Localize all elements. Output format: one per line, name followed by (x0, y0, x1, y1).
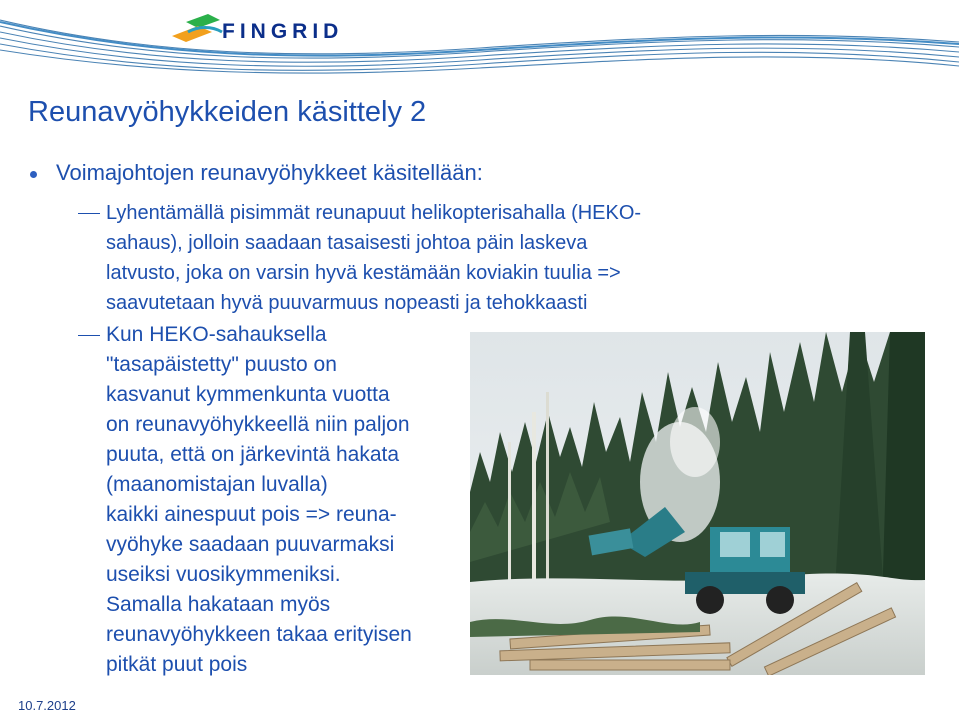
sub2-line: kasvanut kymmenkunta vuotta (106, 383, 390, 406)
logo-text: FINGRID (222, 20, 344, 43)
bullet-dot-icon (30, 171, 37, 178)
sub2-line: on reunavyöhykkeellä niin paljon (106, 413, 410, 436)
sub1-line: saavutetaan hyvä puuvarmuus nopeasti ja tehokkaasti (106, 292, 588, 314)
forest-harvester-photo-icon (470, 332, 925, 675)
sub2-line: vyöhyke saadaan puuvarmaksi (106, 533, 395, 556)
main-bullet-text: Voimajohtojen reunavyöhykkeet käsitellään: (56, 160, 483, 185)
sub2-line: puuta, että on järkevintä hakata (106, 443, 400, 466)
slide-title: Reunavyöhykkeiden käsittely 2 (28, 96, 427, 128)
harvester-photo (470, 332, 925, 675)
slide-date: 10.7.2012 (18, 698, 76, 713)
sub2-line: kaikki ainespuut pois => reuna- (106, 503, 397, 526)
sub2-line: reunavyöhykkeen takaa erityisen (106, 623, 412, 646)
sub1-line: Lyhentämällä pisimmät reunapuut helikopterisahalla (HEKO- (106, 202, 642, 224)
dash-icon (78, 335, 100, 336)
sub2-line: (maanomistajan luvalla) (106, 473, 328, 496)
sub1-line: sahaus), jolloin saadaan tasaisesti johtoa päin laskeva (106, 232, 588, 254)
sub1-line: latvusto, joka on varsin hyvä kestämään koviakin tuulia => (106, 262, 621, 284)
sub2-line: "tasapäistetty" puusto on (106, 353, 337, 376)
sub2-line: Samalla hakataan myös (106, 593, 331, 616)
header-wave-decoration (0, 0, 959, 80)
sub2-line: pitkät puut pois (106, 653, 248, 676)
sub2-line: useiksi vuosikymmeniksi. (106, 563, 341, 586)
sub2-line: Kun HEKO-sahauksella (106, 323, 327, 346)
dash-icon (78, 213, 100, 214)
